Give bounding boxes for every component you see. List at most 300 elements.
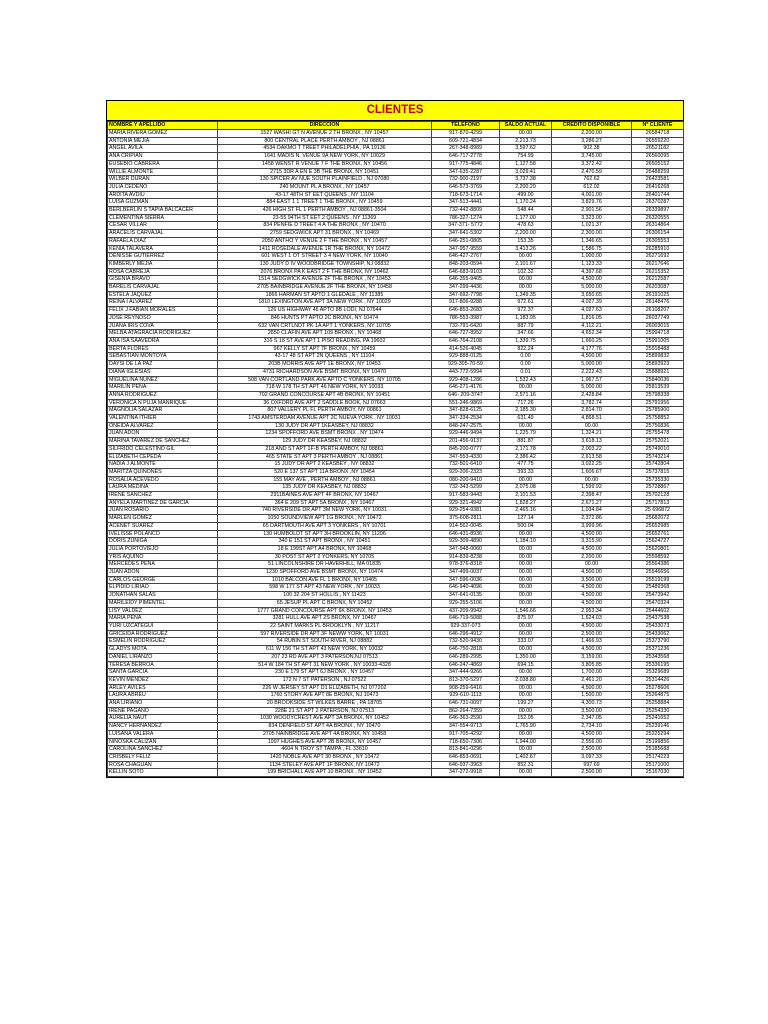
table-row: [108, 707, 684, 715]
client-phone: 848-247-2575: [432, 422, 500, 430]
client-name: CESAR VILLAR: [108, 222, 218, 230]
client-name: KELLIN SOTO: [108, 769, 218, 777]
table-row: [108, 499, 684, 507]
client-name: WILBER DURAN: [108, 176, 218, 184]
table-row: [108, 168, 684, 176]
client-phone: 646-727-8952: [432, 330, 500, 338]
client-phone: 929-446-9494: [432, 430, 500, 438]
client-id: 26191025: [632, 291, 684, 299]
client-phone: 443-772-5994: [432, 368, 500, 376]
client-phone: 786-553-3987: [432, 314, 500, 322]
client-phone: 845-200-0777: [432, 445, 500, 453]
table-row: [108, 723, 684, 731]
table-row: [108, 545, 684, 553]
client-balance: 00.00: [500, 384, 552, 392]
client-credit: 5,000.00: [552, 384, 632, 392]
client-phone: 646-573-3769: [432, 183, 500, 191]
client-address: 155 MAY AVE , PERTH AMBOY , NJ 08861: [218, 476, 432, 484]
client-name: MARIA RIVERA GOMEZ: [108, 130, 218, 138]
client-phone: 929-408-1286: [432, 376, 500, 384]
client-id: 25620801: [632, 545, 684, 553]
client-phone: 917-775-4846: [432, 160, 500, 168]
table-row: [108, 761, 684, 769]
client-credit: 3,500.00: [552, 576, 632, 584]
client-id: 25373790: [632, 638, 684, 646]
client-address: 65 DARTMOUTH AVE APT 3 YONKERS , NY 10701: [218, 522, 432, 530]
client-credit: 2,500.00: [552, 630, 632, 638]
client-address: 18 E 199ST APT A4 BRONX, NY 10468: [218, 545, 432, 553]
table-row: [108, 368, 684, 376]
client-balance: 500.04: [500, 522, 552, 530]
table-row: [108, 692, 684, 700]
client-phone: 646-363-2590: [432, 715, 500, 723]
client-name: GRICEIDA RODRIGUEZ: [108, 630, 218, 638]
client-name: DANIEL LIRANZO: [108, 653, 218, 661]
client-name: NADIA J ALMONTE: [108, 461, 218, 469]
client-phone: 414-526-4045: [432, 345, 500, 353]
client-address: 207 23 RD AVE APT 3 PATERSON,NJ 07513: [218, 653, 432, 661]
client-credit: 2,461.20: [552, 676, 632, 684]
client-id: 25785900: [632, 407, 684, 415]
client-address: 135 JUDY DR KEASBEY, NJ 08832: [218, 484, 432, 492]
client-credit: 1,000.00: [552, 253, 632, 261]
client-balance: 00.00: [500, 253, 552, 261]
client-name: ELIZABETH CEPEDA: [108, 453, 218, 461]
client-id: 25735330: [632, 476, 684, 484]
client-phone: 646-853-0691: [432, 753, 500, 761]
client-balance: 3,029.41: [500, 168, 552, 176]
client-balance: 548.44: [500, 207, 552, 215]
client-name: JOSE REYNOSO: [108, 314, 218, 322]
client-phone: 732-442-8809: [432, 207, 500, 215]
client-balance: 499.00: [500, 191, 552, 199]
client-id: 25171000: [632, 761, 684, 769]
client-name: ANGEL AVILA: [108, 145, 218, 153]
client-balance: 754.99: [500, 153, 552, 161]
table-row: [108, 207, 684, 215]
client-name: MELBA ATAGRACIA RODRIGUEZ: [108, 330, 218, 338]
client-address: 1050 SOUNDVIEW APT 1G BRONX , NY 10472: [218, 515, 432, 523]
client-address: 126 US HIGHWAY 46 APTO 8B LODI, NJ 07644: [218, 307, 432, 315]
client-address: 846 HUNTS PT APTO 2C BRONX, NY 10474: [218, 314, 432, 322]
client-phone: 929-206-2323: [432, 468, 500, 476]
client-name: SANTA GARCIA: [108, 669, 218, 677]
client-name: NINOSKA CALIZAN: [108, 738, 218, 746]
client-credit: 3,829.76: [552, 199, 632, 207]
table-row: [108, 137, 684, 145]
client-address: 2759 SEDGWICK APT 31 BRONX , NY 10469: [218, 230, 432, 238]
client-address: 43-17 48 ST APT 2N QUEENS , NY 11104: [218, 353, 432, 361]
table-row: [108, 630, 684, 638]
client-id: 25433073: [632, 623, 684, 631]
client-phone: 914-562-0045: [432, 522, 500, 530]
client-id: 26037749: [632, 314, 684, 322]
client-address: 130 JUDY D IV WOODBRIDGE TOWNSHIP, NJ 08832: [218, 260, 432, 268]
client-credit: 3,323.00: [552, 214, 632, 222]
header-credit: CREDITO DISPONIBLE: [552, 122, 632, 130]
client-address: 22 SAINT MARKS PL BROOKLYN , NY 11217: [218, 623, 432, 631]
client-id: 26423581: [632, 176, 684, 184]
client-balance: 2,075.08: [500, 484, 552, 492]
client-name: WILLIE ALMONTE: [108, 168, 218, 176]
client-balance: 00.00: [500, 569, 552, 577]
table-row: [108, 492, 684, 500]
client-name: LAURA MEDINA: [108, 484, 218, 492]
table-row: [108, 669, 684, 677]
client-credit: 2,556.00: [552, 738, 632, 746]
client-address: 364 E 209 ST APT 5A BRONX , NY 10467: [218, 499, 432, 507]
client-balance: 127.14: [500, 515, 552, 523]
client-phone: 917-806-9288: [432, 299, 500, 307]
table-row: [108, 330, 684, 338]
client-name: ARDITA AVDIU: [108, 191, 218, 199]
client-name: ONEIDA ALVAREZ: [108, 422, 218, 430]
client-phone: 347-444-9266: [432, 669, 500, 677]
client-address: 1420 NOBLE AVE APT 30 BRONX , NY 10472: [218, 753, 432, 761]
table-row: [108, 268, 684, 276]
client-credit: 4,500.00: [552, 545, 632, 553]
client-name: BERTA FLORES: [108, 345, 218, 353]
client-id: 25437538: [632, 615, 684, 623]
client-phone: 718-673-1714: [432, 191, 500, 199]
client-id: 26108207: [632, 307, 684, 315]
client-address: 130 HUMBOLDT ST APT 3H BROOKLIN, NY 11206: [218, 530, 432, 538]
client-phone: 929-337-073: [432, 623, 500, 631]
table-row: [108, 638, 684, 646]
client-address: 226 W JERSEY ST APT D1 ELIZABETH, NJ 077202: [218, 684, 432, 692]
client-phone: 718-650-7306: [432, 738, 500, 746]
client-phone: 732-520-9430: [432, 638, 500, 646]
table-row: [108, 291, 684, 299]
client-balance: 00.00: [500, 545, 552, 553]
table-row: [108, 453, 684, 461]
client-address: 51 LINCOLNSHIRE DR HAVERHILL, MA 01835: [218, 561, 432, 569]
table-row: [108, 561, 684, 569]
client-id: 25743214: [632, 453, 684, 461]
table-row: [108, 384, 684, 392]
client-credit: 762.62: [552, 176, 632, 184]
client-id: 26559220: [632, 137, 684, 145]
header-name: NOMBRE Y APELLIDO: [108, 122, 218, 130]
client-balance: 1,944.00: [500, 738, 552, 746]
client-id: 25702128: [632, 492, 684, 500]
client-credit: 2,372.86: [552, 515, 632, 523]
client-id: 26314864: [632, 222, 684, 230]
client-credit: 1,700.00: [552, 669, 632, 677]
client-phone: 347-957-9559: [432, 245, 500, 253]
client-id: 26339897: [632, 207, 684, 215]
client-address: 1997 HUGHES AVE APT 2B BRONX, NY 10457: [218, 738, 432, 746]
client-name: ANTONIA MEJIA: [108, 137, 218, 145]
client-balance: 478.63: [500, 222, 552, 230]
client-address: 316 S 18 ST AVE APT 1 PISO READING, PA 19602: [218, 337, 432, 345]
client-id: 25433062: [632, 630, 684, 638]
client-balance: 333.07: [500, 638, 552, 646]
table-row: [108, 322, 684, 330]
header-address: DIRECCIÓN: [218, 122, 432, 130]
client-balance: 1,127.58: [500, 160, 552, 168]
client-id: 25652985: [632, 522, 684, 530]
client-address: 54 RUBIN ST SOUTH RIVER, NJ 08882: [218, 638, 432, 646]
table-row: [108, 183, 684, 191]
client-id: 25994718: [632, 330, 684, 338]
client-name: AURELIA NAUT: [108, 715, 218, 723]
client-credit: 1,816.05: [552, 314, 632, 322]
client-credit: 2,613.58: [552, 453, 632, 461]
client-phone: 929-321-4942: [432, 499, 500, 507]
client-credit: 1,599.92: [552, 484, 632, 492]
client-credit: 2,222.43: [552, 368, 632, 376]
client-phone: 646- 209-3747: [432, 391, 500, 399]
client-balance: 1,183.95: [500, 314, 552, 322]
client-balance: 631.49: [500, 415, 552, 423]
client-balance: 2,038.80: [500, 676, 552, 684]
table-row: [108, 676, 684, 684]
client-address: 129 JUDY DR KEASBEY, NJ 08832: [218, 438, 432, 446]
client-address: 2050 ANTHO Y VENUE 2 F THE BRONX , NY 10457: [218, 237, 432, 245]
client-phone: 908-259-6416: [432, 684, 500, 692]
client-id: 25728867: [632, 484, 684, 492]
client-credit: 1,624.03: [552, 615, 632, 623]
client-credit: 2,500.00: [552, 746, 632, 754]
table-row: [108, 337, 684, 345]
client-address: 1458 WENST R VENUE 7 F THE BRONX, NY 10456: [218, 160, 432, 168]
client-credit: 2,347.05: [552, 715, 632, 723]
client-address: 1514 SEDGWICK AVENUE 2F THE BRONX , NY 10453: [218, 276, 432, 284]
table-row: [108, 538, 684, 546]
client-phone: 732-501-6410: [432, 461, 500, 469]
client-name: JUAN ADON: [108, 569, 218, 577]
client-balance: 00.00: [500, 669, 552, 677]
client-phone: 646-289-2995: [432, 653, 500, 661]
client-balance: 00.00: [500, 707, 552, 715]
table-row: [108, 700, 684, 708]
client-phone: 929-610-1113: [432, 692, 500, 700]
table-row: [108, 153, 684, 161]
client-name: MERCEDES PEÑA: [108, 561, 218, 569]
client-phone: 347-828-6125: [432, 407, 500, 415]
client-phone: 732-900-2197: [432, 176, 500, 184]
table-row: [108, 661, 684, 669]
table-row: [108, 592, 684, 600]
client-balance: 2,101.67: [500, 260, 552, 268]
table-row: [108, 507, 684, 515]
client-address: 130 SPICER AV NUE SOUTH PLAINFIELD , NJ 07080: [218, 176, 432, 184]
client-id: 25791956: [632, 399, 684, 407]
client-phone: 929-254-9381: [432, 507, 500, 515]
client-credit: 1,606.67: [552, 468, 632, 476]
client-name: SEBASTIAN MONTOYA: [108, 353, 218, 361]
table-row: [108, 599, 684, 607]
client-credit: 4,500.00: [552, 592, 632, 600]
table-row: [108, 522, 684, 530]
table-row: [108, 607, 684, 615]
client-phone: 929-309-4890: [432, 538, 500, 546]
header-phone: TELEFONO: [432, 122, 500, 130]
client-credit: 5,000.00: [552, 361, 632, 369]
client-balance: 00.00: [500, 592, 552, 600]
client-phone: 646-296-4912: [432, 630, 500, 638]
client-id: 25 696872: [632, 507, 684, 515]
client-phone: 347-641-0135: [432, 592, 500, 600]
client-name: TERESA BERROA: [108, 661, 218, 669]
client-phone: 862-264-7359: [432, 707, 500, 715]
table-row: [108, 361, 684, 369]
client-address: 4534 OAKMO T TREET PHILADELPHIA , PA 19136: [218, 145, 432, 153]
header-row: [108, 122, 684, 130]
table-row: [108, 715, 684, 723]
client-phone: 646-431-8936: [432, 530, 500, 538]
client-credit: 4,027.39: [552, 299, 632, 307]
client-name: DORIS ZUNIGA: [108, 538, 218, 546]
client-credit: 4,500.00: [552, 730, 632, 738]
client-balance: 717.26: [500, 399, 552, 407]
client-phone: 929-888-0125: [432, 353, 500, 361]
client-address: 1641 MADIS N. VENUE 9A NEW YORK, NY 10029: [218, 153, 432, 161]
client-address: 807 VALLERY PL FL PERTH AMBOY, NY 00861: [218, 407, 432, 415]
client-address: 230 E 179 ST APT 6J BRONX , NY 10457: [218, 669, 432, 677]
client-address: 884 EAST 1 1 TREET 1 THE BRONX , NY 10459: [218, 199, 432, 207]
client-id: 25254330: [632, 707, 684, 715]
client-credit: 4,177.76: [552, 345, 632, 353]
client-name: MARIA PEÑA: [108, 615, 218, 623]
client-address: 1810 LEXINGTON AVE APT 3A NEW YORK , NY 10029: [218, 299, 432, 307]
client-name: JONATHAN SALAS: [108, 592, 218, 600]
client-name: ARLEY AVILES: [108, 684, 218, 692]
client-credit: 1,500.00: [552, 692, 632, 700]
table-row: [108, 245, 684, 253]
table-row: [108, 276, 684, 284]
client-name: BERLBERLIN S TAPIA BALCACER: [108, 207, 218, 215]
client-credit: 3,315.90: [552, 538, 632, 546]
client-address: 702 GRAND CONCOURSE APT 4B BRONX, NY 10451: [218, 391, 432, 399]
client-balance: 972.37: [500, 307, 552, 315]
client-credit: 1,466.93: [552, 638, 632, 646]
client-credit: 4,001.00: [552, 191, 632, 199]
client-balance: 2,171.78: [500, 445, 552, 453]
client-phone: 609-721-4834: [432, 137, 500, 145]
client-id: 26271692: [632, 253, 684, 261]
table-row: [108, 569, 684, 577]
client-id: 26148476: [632, 299, 684, 307]
client-phone: 347-371- 5772: [432, 222, 500, 230]
client-credit: 2,200.00: [552, 553, 632, 561]
client-credit: 4,500.00: [552, 646, 632, 654]
client-address: 601 WEST 1 OT STREET 3 4 NEW YORK, NY 10040: [218, 253, 432, 261]
client-name: LUISANA VALERA: [108, 730, 218, 738]
client-id: 25742804: [632, 461, 684, 469]
client-address: 218 AND ST APT 1F-B PERTH AMBOY, NJ 08861: [218, 445, 432, 453]
client-balance: 2,465.16: [500, 507, 552, 515]
table-row: [108, 145, 684, 153]
client-address: 597 RIVERSIDE DR APT 3F NEWW YORK, NT 10031: [218, 630, 432, 638]
client-name: ANA LIRIANO: [108, 700, 218, 708]
client-balance: 2,185.30: [500, 407, 552, 415]
table-row: [108, 623, 684, 631]
client-id: 25444602: [632, 607, 684, 615]
client-balance: 1,546.66: [500, 607, 552, 615]
client-address: 740 RIVERSIDE DR APT 3M NEW YORK, NY 10031: [218, 507, 432, 515]
client-balance: 2,101.53: [500, 492, 552, 500]
client-id: 25752021: [632, 438, 684, 446]
table-row: [108, 299, 684, 307]
client-address: 172 N 7 ST PATERSON , NJ 07522: [218, 676, 432, 684]
client-address: 2850 CLAFIN AVE APT 109 BRONX , NY 10468: [218, 330, 432, 338]
client-name: DENISSE GUTIERREZ: [108, 253, 218, 261]
client-id: 25470324: [632, 599, 684, 607]
client-id: 25717813: [632, 499, 684, 507]
client-balance: 00.00: [500, 530, 552, 538]
client-phone: 347-596-0036: [432, 576, 500, 584]
client-name: JUAN ROSARIO: [108, 507, 218, 515]
client-balance: 152.95: [500, 715, 552, 723]
client-address: 43-17 48TH ST EET QUEENS , NY 11104: [218, 191, 432, 199]
table-row: [108, 391, 684, 399]
client-phone: 646-427-2767: [432, 253, 500, 261]
client-credit: 2,300.00: [552, 230, 632, 238]
client-balance: 00.00: [500, 553, 552, 561]
client-address: 340 E 151 ST APT BRONX , NY 10451: [218, 538, 432, 546]
table-row: [108, 399, 684, 407]
client-credit: 4,112.21: [552, 322, 632, 330]
client-phone: 917-870-4299: [432, 130, 500, 138]
client-credit: 1,034.84: [552, 507, 632, 515]
table-row: [108, 476, 684, 484]
client-id: 26212587: [632, 276, 684, 284]
header-balance: SALDO ACTUAL: [500, 122, 552, 130]
client-address: 100 32 204 ST HOLLIS , NY 11423: [218, 592, 432, 600]
client-id: 25682072: [632, 515, 684, 523]
table-row: [108, 284, 684, 292]
client-credit: 2,814.70: [552, 407, 632, 415]
clients-table: [107, 121, 684, 777]
client-address: 718 W 178 TH ST APT 46 NEW YORK, NY 10033: [218, 384, 432, 392]
client-name: LISY VALDEZ: [108, 607, 218, 615]
client-credit: 3,782.74: [552, 399, 632, 407]
client-id: 26217646: [632, 260, 684, 268]
clients-sheet: [106, 100, 684, 778]
client-address: 465 STATE ST APT 3 PERTH AMBOY , NJ 08861: [218, 453, 432, 461]
client-name: BARELIS CARVAJAL: [108, 284, 218, 292]
client-credit: 4,500.00: [552, 353, 632, 361]
client-credit: 2,428.84: [552, 391, 632, 399]
client-address: 4604 N TROY ST TAMPA , FL 33610: [218, 746, 432, 754]
client-balance: 00.00: [500, 561, 552, 569]
table-row: [108, 353, 684, 361]
client-id: 25749010: [632, 445, 684, 453]
client-name: ANA ISA SAAVEDRA: [108, 337, 218, 345]
client-balance: 199.27: [500, 700, 552, 708]
client-balance: 3,597.62: [500, 145, 552, 153]
client-address: 65 JESUP PL APT C BRONX, NY 10452: [218, 599, 432, 607]
client-balance: 00.00: [500, 476, 552, 484]
client-id: 25991005: [632, 337, 684, 345]
client-credit: 2,500.00: [552, 769, 632, 777]
client-credit: 4,500.00: [552, 584, 632, 592]
client-id: 25199856: [632, 738, 684, 746]
client-id: 25888921: [632, 368, 684, 376]
client-id: 25758852: [632, 415, 684, 423]
client-balance: 1,177.00: [500, 214, 552, 222]
client-address: 1411 ROSEDALE AVENUE 1R THE BRONX, NY 10472: [218, 245, 432, 253]
client-name: MARILEIDY PIMENTEL: [108, 599, 218, 607]
client-phone: 813-841-0296: [432, 746, 500, 754]
client-id: 25899832: [632, 353, 684, 361]
client-id: 26488259: [632, 168, 684, 176]
client-name: YURI UZCATEGUI: [108, 623, 218, 631]
client-balance: 00.00: [500, 623, 552, 631]
client-balance: 1,349.35: [500, 291, 552, 299]
